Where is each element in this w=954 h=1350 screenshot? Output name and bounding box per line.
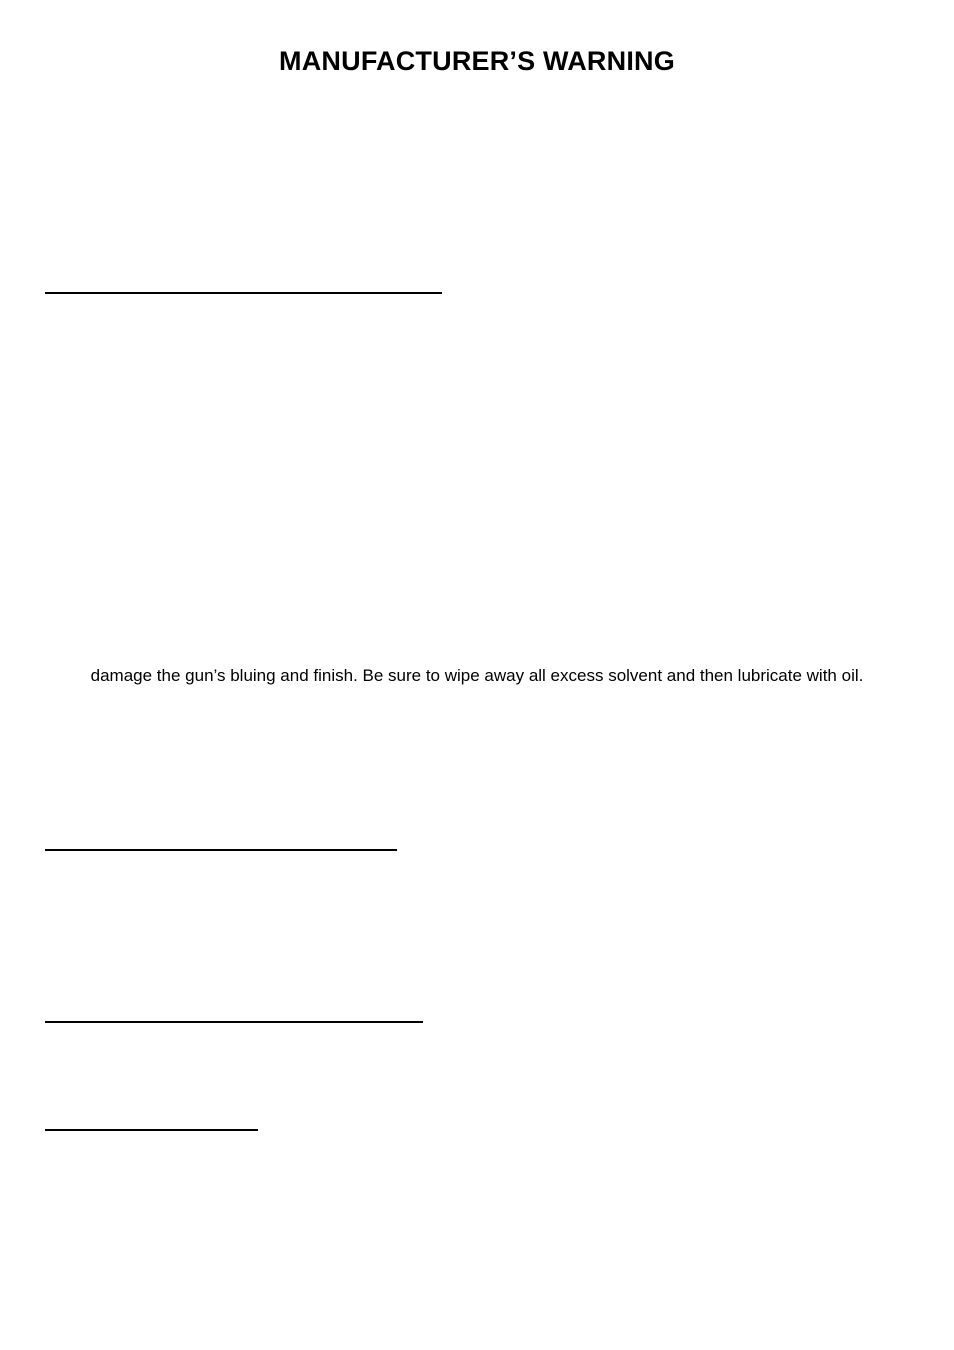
- section-divider-4: [45, 1129, 258, 1131]
- section-divider-1: [45, 292, 442, 294]
- section-divider-2: [45, 849, 397, 851]
- page-title: MANUFACTURER’S WARNING: [279, 46, 675, 76]
- section-divider-3: [45, 1021, 423, 1023]
- body-text-line: damage the gun’s bluing and finish. Be sure to wipe away all excess solvent and then lubricate with oil.: [90, 666, 864, 685]
